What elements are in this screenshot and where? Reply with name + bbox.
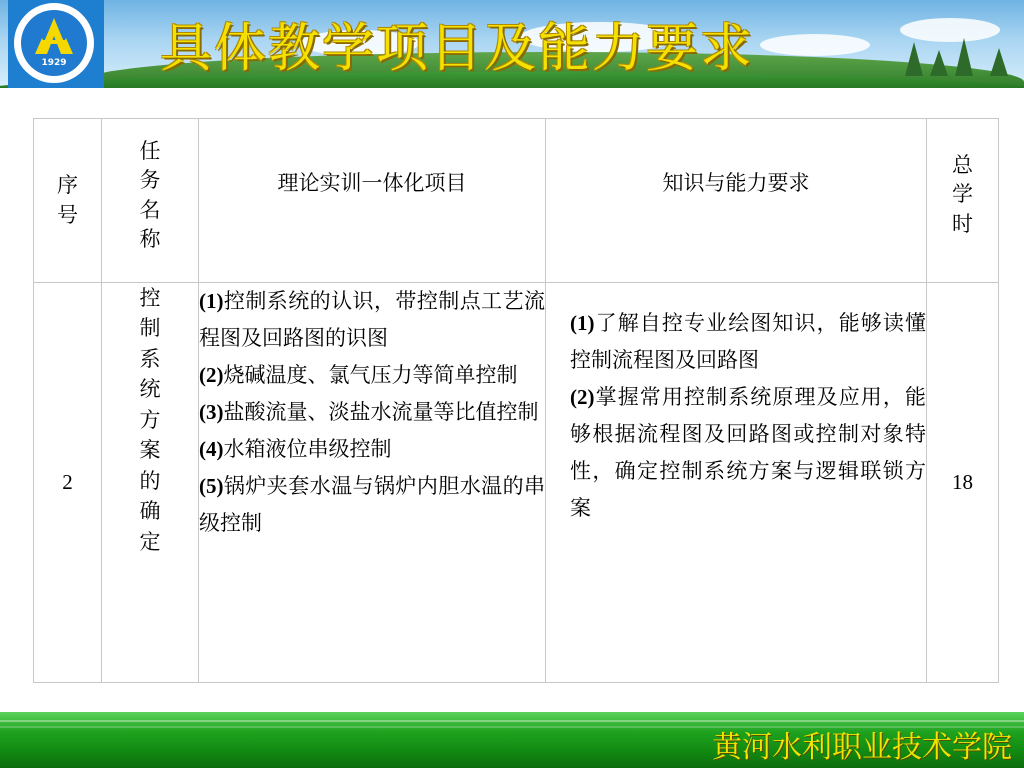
row-task-name: 控制系统方案的确定 bbox=[102, 283, 199, 683]
institution-name: 黄河水利职业技术学院 bbox=[712, 730, 1012, 765]
row-requirements bbox=[546, 283, 927, 683]
table-row bbox=[34, 283, 999, 683]
header-hours: 总学时 bbox=[927, 119, 999, 283]
list-item: (2)烧碱温度、氯气压力等简单控制 bbox=[199, 363, 518, 387]
list-item: (3)盐酸流量、淡盐水流量等比值控制 bbox=[199, 400, 539, 424]
logo-year: 1929 bbox=[41, 58, 67, 68]
course-table bbox=[33, 118, 999, 683]
list-item: (5)锅炉夹套水温与锅炉内胆水温的串级控制 bbox=[199, 474, 545, 535]
college-logo bbox=[8, 0, 104, 88]
header-project: 理论实训一体化项目 bbox=[199, 119, 546, 283]
row-hours: 18 bbox=[927, 283, 999, 683]
row-projects bbox=[199, 283, 546, 683]
header-index: 序号 bbox=[34, 119, 102, 283]
footer-bar bbox=[0, 712, 1024, 768]
header-task-name: 任务名称 bbox=[102, 119, 199, 283]
list-item: (1)了解自控专业绘图知识，能够读懂控制流程图及回路图 bbox=[570, 311, 926, 372]
table-header-row bbox=[34, 119, 999, 283]
list-item: (2)掌握常用控制系统原理及应用，能够根据流程图及回路图或控制对象特性，确定控制系统方案与逻辑联锁方案 bbox=[570, 385, 926, 520]
header-banner bbox=[0, 0, 1024, 88]
list-item: (1)控制系统的认识，带控制点工艺流程图及回路图的识图 bbox=[199, 289, 545, 350]
row-index: 2 bbox=[34, 283, 102, 683]
list-item: (4)水箱液位串级控制 bbox=[199, 437, 392, 461]
header-requirements: 知识与能力要求 bbox=[546, 119, 927, 283]
page-title: 具体教学项目及能力要求 bbox=[160, 19, 755, 79]
